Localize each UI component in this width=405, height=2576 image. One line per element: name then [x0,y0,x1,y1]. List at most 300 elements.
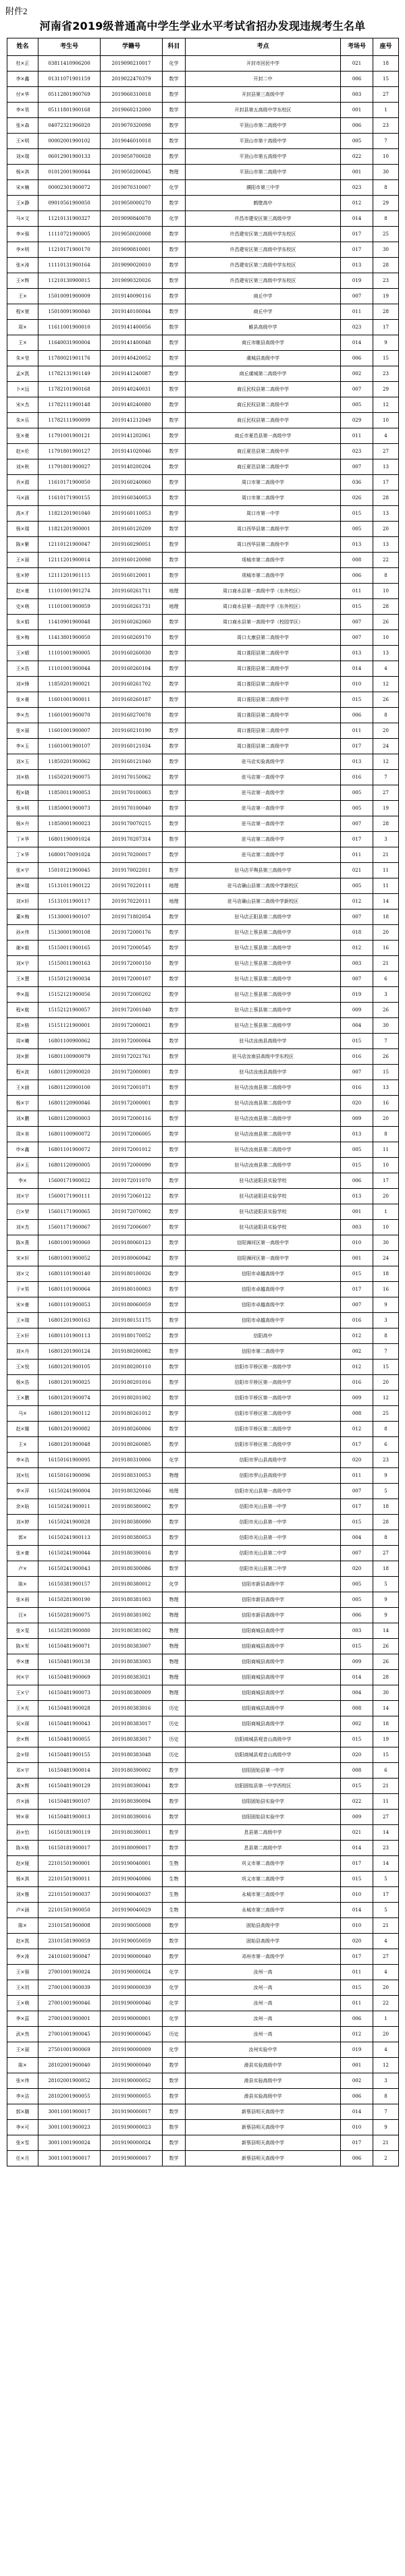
student-id-cell: 2019170200017 [101,847,163,863]
room-cell: 022 [341,1794,373,1810]
room-cell: 005 [341,134,373,149]
exam-site-cell: 信阳商城县高级中学 [186,1654,341,1670]
subject-cell: 数学 [163,553,186,568]
name-cell: 马×涵 [7,491,38,506]
exam-site-cell: 周口商水县第一高级中学（东外校区） [186,584,341,599]
seat-cell: 14 [373,1856,399,1872]
table-row [7,1639,399,1654]
room-cell: 023 [341,180,373,196]
subject-cell: 数学 [163,1142,186,1158]
exam-site-cell: 息县第二高级中学 [186,1825,341,1841]
student-id-cell: 2019180381002 [101,1623,163,1639]
seat-cell: 27 [373,1546,399,1561]
room-cell: 019 [341,2042,373,2058]
name-cell: 孙×玉 [7,1158,38,1173]
name-cell: 陈× [7,2058,38,2073]
room-cell: 017 [341,1282,373,1297]
table-row [7,677,399,692]
exam-site-cell: 邓州市第一高级中学 [186,1949,341,1965]
name-cell: 周×美 [7,1127,38,1142]
room-cell: 013 [341,1189,373,1204]
exam-id-cell: 11640031900004 [38,335,101,351]
room-cell: 017 [341,1949,373,1965]
exam-site-cell: 平顶山市第二高级中学 [186,118,341,134]
subject-cell: 数学 [163,1530,186,1546]
room-cell: 005 [341,878,373,894]
room-cell: 003 [341,87,373,103]
subject-cell: 数学 [163,522,186,537]
exam-site-cell: 平顶山市第五高级中学 [186,149,341,165]
seat-cell: 23 [373,1841,399,1856]
table-row [7,242,399,258]
subject-cell: 数学 [163,1003,186,1018]
name-cell: 王×瑞 [7,1313,38,1328]
room-cell: 002 [341,1344,373,1360]
name-cell: 李×萍 [7,1484,38,1499]
exam-id-cell: 16150241900043 [38,1561,101,1577]
subject-cell: 数学 [163,770,186,785]
seat-cell: 24 [373,1251,399,1266]
student-id-cell: 2019160261711 [101,584,163,599]
room-cell: 009 [341,1003,373,1018]
room-cell: 017 [341,227,373,242]
room-cell: 026 [341,491,373,506]
room-cell: 014 [341,1670,373,1685]
table-row [7,475,399,491]
table-row [7,1096,399,1111]
exam-site-cell: 周口淮阳县第二高级中学 [186,692,341,708]
name-cell: 刘×鹏 [7,1111,38,1127]
room-cell: 006 [341,2011,373,2027]
exam-site-cell: 滑县实验高级中学 [186,2073,341,2089]
seat-cell: 20 [373,1980,399,1996]
student-id-cell: 2019160261702 [101,677,163,692]
exam-site-cell: 汝州一高 [186,1980,341,1996]
exam-site-cell: 驻马店确山县第二高级中学新校区 [186,894,341,909]
student-id-cell: 2019170220111 [101,894,163,909]
seat-cell: 17 [373,475,399,491]
room-cell: 020 [341,1096,373,1111]
room-cell: 012 [341,1422,373,1437]
room-cell: 010 [341,2120,373,2135]
student-id-cell: 2019050020008 [101,227,163,242]
seat-cell: 13 [373,506,399,522]
seat-cell: 6 [373,1763,399,1779]
student-id-cell: 2019190000040 [101,1949,163,1965]
seat-cell: 18 [373,1499,399,1515]
exam-id-cell: 16150481900043 [38,1716,101,1732]
seat-cell: 4 [373,1965,399,1980]
subject-cell: 数学 [163,1391,186,1406]
name-cell: 王×悦 [7,1360,38,1375]
table-row [7,708,399,723]
exam-site-cell: 信阳市新县高级中学 [186,1592,341,1608]
seat-cell: 11 [373,878,399,894]
room-cell: 015 [341,692,373,708]
exam-site-cell: 商丘中学 [186,289,341,304]
room-cell: 010 [341,1887,373,1903]
student-id-cell: 2019180383017 [101,1732,163,1747]
student-id-cell: 2019160240060 [101,475,163,491]
exam-id-cell: 16150481900069 [38,1670,101,1685]
name-cell: 王× [7,289,38,304]
name-cell: 陈×燕 [7,1235,38,1251]
room-cell: 003 [341,1623,373,1639]
room-cell: 007 [341,972,373,987]
name-cell: 杨×瑞 [7,522,38,537]
table-row [7,1732,399,1747]
name-cell: 杨×卉 [7,816,38,832]
name-cell: 马× [7,1406,38,1422]
exam-site-cell: 驻马店上蔡县第二高级中学 [186,1003,341,1018]
name-cell: 张×明 [7,801,38,816]
subject-cell: 数学 [163,847,186,863]
room-cell: 011 [341,304,373,320]
student-id-cell: 2019160120209 [101,522,163,537]
seat-cell: 30 [373,1235,399,1251]
subject-cell: 数学 [163,1375,186,1391]
seat-cell: 9 [373,1297,399,1313]
student-id-cell: 2019160120011 [101,568,163,584]
name-cell: 王×萌 [7,1996,38,2011]
seat-cell: 9 [373,1592,399,1608]
exam-site-cell: 周口淮阳县第二高级中学 [186,739,341,754]
table-row [7,692,399,708]
exam-site-cell: 信阳商城县高级中学 [186,1670,341,1685]
room-cell: 001 [341,2058,373,2073]
seat-cell: 23 [373,118,399,134]
seat-cell: 5 [373,1903,399,1918]
exam-site-cell: 驻马店泌阳县实验学校 [186,1220,341,1235]
table-row [7,1453,399,1468]
exam-id-cell: 28102001900052 [38,2073,101,2089]
room-cell: 001 [341,103,373,118]
exam-site-cell: 信阳市平桥区第二高级中学 [186,1406,341,1422]
exam-site-cell: 汝州一高 [186,1996,341,2011]
room-cell: 007 [341,1546,373,1561]
table-row [7,1235,399,1251]
subject-cell: 数学 [163,801,186,816]
student-id-cell: 2019190000017 [101,2104,163,2120]
seat-cell: 9 [373,2120,399,2135]
table-row [7,909,399,925]
exam-site-cell: 信阳市光山县第一中学 [186,1530,341,1546]
name-cell: 赵×凯 [7,1934,38,1949]
exam-site-cell: 信阳浉河区第一高级中学 [186,1235,341,1251]
exam-id-cell: 06012901900133 [38,149,101,165]
subject-cell: 数学 [163,2120,186,2135]
room-cell: 018 [341,925,373,941]
student-id-cell: 2019180310006 [101,1453,163,1468]
room-cell: 007 [341,816,373,832]
room-cell: 008 [341,1406,373,1422]
exam-site-cell: 信阳市平桥区第一高级中学 [186,1360,341,1375]
student-id-cell: 2019190000045 [101,2027,163,2042]
exam-site-cell: 永城市第三高级中学 [186,1903,341,1918]
seat-cell: 18 [373,56,399,72]
table-row [7,2027,399,2042]
subject-cell: 化学 [163,56,186,72]
name-cell: 金×铎 [7,1747,38,1763]
room-cell: 006 [341,1608,373,1623]
subject-cell: 数学 [163,2058,186,2073]
exam-id-cell: 11101001901274 [38,584,101,599]
student-id-cell: 2019190000023 [101,2120,163,2135]
room-cell: 021 [341,56,373,72]
name-cell: 杨×宇 [7,1096,38,1111]
table-row [7,491,399,506]
exam-site-cell: 商丘中学 [186,304,341,320]
room-cell: 001 [341,165,373,180]
subject-cell: 数学 [163,925,186,941]
seat-cell: 30 [373,165,399,180]
exam-site-cell: 信阳高中 [186,1328,341,1344]
student-id-cell: 2019160260104 [101,661,163,677]
subject-cell: 物理 [163,1670,186,1685]
seat-cell: 9 [373,1468,399,1484]
student-id-cell: 2019170022011 [101,863,163,878]
exam-id-cell: 11850011900053 [38,785,101,801]
exam-id-cell: 22101501900050 [38,1903,101,1918]
student-id-cell: 2019160260030 [101,646,163,661]
exam-site-cell: 周口淮阳县第二高级中学 [186,661,341,677]
exam-id-cell: 30011001900017 [38,2104,101,2120]
seat-cell: 9 [373,1608,399,1623]
student-id-cell: 2019141400056 [101,320,163,335]
seat-cell: 12 [373,754,399,770]
exam-site-cell: 信阳市光山县第二中学 [186,1546,341,1561]
exam-id-cell: 15150121900034 [38,972,101,987]
exam-id-cell: 16150481900071 [38,1639,101,1654]
exam-id-cell: 16801190091024 [38,832,101,847]
table-row [7,1142,399,1158]
table-row [7,1127,399,1142]
exam-id-cell: 16801100900062 [38,1034,101,1049]
table-row [7,2151,399,2166]
seat-cell: 15 [373,1065,399,1080]
exam-site-cell: 汝州一高 [186,2011,341,2027]
student-id-cell: 2019180390016 [101,1810,163,1825]
student-id-cell: 2019140240031 [101,382,163,397]
document-title: 河南省2019级普通高中学生学业水平考试省招办发现违规考生名单 [39,20,366,32]
exam-id-cell: 16801120900005 [38,1158,101,1173]
exam-id-cell: 22101501900011 [38,1872,101,1887]
table-row [7,2058,399,2073]
exam-site-cell: 巩义市第二高级中学 [186,1872,341,1887]
seat-cell: 28 [373,491,399,506]
student-id-cell: 2019170207314 [101,832,163,847]
name-cell: 付×华 [7,87,38,103]
subject-cell: 数学 [163,1158,186,1173]
student-id-cell: 2019172000090 [101,1158,163,1173]
table-row [7,1515,399,1530]
subject-cell: 数学 [163,1189,186,1204]
name-cell: 张×雯 [7,1623,38,1639]
exam-site-cell: 驻马店确山县第二高级中学新校区 [186,878,341,894]
exam-site-cell: 信阳市光山县第一中学 [186,1499,341,1515]
student-id-cell: 2019190040001 [101,1856,163,1872]
room-cell: 016 [341,1375,373,1391]
name-cell: 李×涛 [7,1949,38,1965]
table-row [7,289,399,304]
seat-cell: 23 [373,1453,399,1468]
student-id-cell: 2019172000545 [101,941,163,956]
name-cell: 李×康 [7,1654,38,1670]
exam-id-cell: 04072321906020 [38,118,101,134]
student-id-cell: 2019160260187 [101,692,163,708]
room-cell: 023 [341,320,373,335]
student-id-cell: 2019160290051 [101,537,163,553]
student-id-cell: 2019170070215 [101,816,163,832]
seat-cell: 27 [373,444,399,459]
exam-id-cell: 16150481900155 [38,1747,101,1763]
table-row [7,801,399,816]
exam-site-cell: 开封市回民中学 [186,56,341,72]
subject-cell: 数学 [163,1018,186,1034]
exam-site-cell: 驻马店汝南县第二高级中学 [186,1142,341,1158]
student-id-cell: 2019180380053 [101,1530,163,1546]
seat-cell: 26 [373,1003,399,1018]
student-id-cell: 2019170220111 [101,878,163,894]
name-cell: 孙×怡 [7,1825,38,1841]
exam-site-cell: 开封县第五高级中学东校区 [186,103,341,118]
name-cell: 王×浩 [7,661,38,677]
room-cell: 015 [341,1158,373,1173]
exam-id-cell: 22101501900001 [38,1856,101,1872]
room-cell: 029 [341,413,373,428]
exam-site-cell: 信阳商城县高级中学 [186,1639,341,1654]
exam-id-cell: 11780021901176 [38,351,101,366]
table-header-row [7,38,399,56]
table-row [7,816,399,832]
student-id-cell: 2019180261012 [101,1406,163,1422]
room-cell: 009 [341,1391,373,1406]
student-id-cell: 2019190050059 [101,1934,163,1949]
subject-cell: 数学 [163,459,186,475]
subject-cell: 物理 [163,1592,186,1608]
exam-site-cell: 周口市第一中学 [186,506,341,522]
subject-cell: 数学 [163,397,186,413]
student-id-cell: 2019060212000 [101,103,163,118]
name-cell: 王× [7,1437,38,1453]
seat-cell: 10 [373,1220,399,1235]
exam-site-cell: 鹤壁高中 [186,196,341,211]
exam-id-cell: 16801101900140 [38,1266,101,1282]
exam-site-cell: 许昌市建安区第三高级中学 [186,211,341,227]
name-cell: 刘×轩 [7,894,38,909]
exam-site-cell: 新蔡县明天高级中学 [186,2104,341,2120]
exam-site-cell: 周口西华县第二高级中学 [186,522,341,537]
name-cell: 张×梅 [7,630,38,646]
table-row [7,165,399,180]
table-row [7,506,399,522]
name-cell: 张×森 [7,118,38,134]
exam-site-cell: 商丘民权县第二高级中学 [186,397,341,413]
seat-cell: 22 [373,1996,399,2011]
exam-id-cell: 22101501900037 [38,1887,101,1903]
table-row [7,1189,399,1204]
exam-id-cell: 11782111900099 [38,413,101,428]
room-cell: 015 [341,506,373,522]
subject-cell: 数学 [163,1096,186,1111]
room-cell: 012 [341,1328,373,1344]
table-row [7,941,399,956]
seat-cell: 26 [373,1639,399,1654]
subject-cell: 化学 [163,2042,186,2058]
student-id-cell: 2019060310018 [101,87,163,103]
seat-cell: 8 [373,1530,399,1546]
table-row [7,227,399,242]
room-cell: 019 [341,273,373,289]
exam-site-cell: 驻马店上蔡县第二高级中学 [186,987,341,1003]
seat-cell: 8 [373,1422,399,1437]
exam-id-cell: 15601171900065 [38,1204,101,1220]
student-id-cell: 2019180380002 [101,1499,163,1515]
exam-id-cell: 11601001900011 [38,692,101,708]
exam-id-cell: 00002301900072 [38,180,101,196]
exam-id-cell: 15130001900108 [38,925,101,941]
exam-id-cell: 16150241900004 [38,1484,101,1499]
exam-id-cell: 16150281900080 [38,1623,101,1639]
exam-id-cell: 16801120900020 [38,1065,101,1080]
student-id-cell: 2019172000107 [101,972,163,987]
student-id-cell: 2019050000270 [101,196,163,211]
table-row [7,428,399,444]
exam-site-cell: 信阳市罗山县高级中学 [186,1453,341,1468]
name-cell: 程×波 [7,1065,38,1080]
table-row [7,180,399,196]
seat-cell: 12 [373,677,399,692]
exam-site-cell: 永城市第三高级中学 [186,1887,341,1903]
subject-cell: 化学 [163,1577,186,1592]
student-id-cell: 2019190000052 [101,2073,163,2089]
seat-cell: 3 [373,832,399,847]
seat-cell: 20 [373,723,399,739]
exam-site-cell: 信阳市卓越高级中学 [186,1282,341,1297]
subject-cell: 历史 [163,1747,186,1763]
exam-site-cell: 汝州一高 [186,2027,341,2042]
table-row [7,1592,399,1608]
exam-site-cell: 信阳市平桥区第二高级中学 [186,1422,341,1437]
seat-cell: 30 [373,242,399,258]
student-id-cell: 2019170100003 [101,785,163,801]
student-id-cell: 2019180383007 [101,1639,163,1654]
seat-cell: 4 [373,1934,399,1949]
name-cell: 李×玉 [7,739,38,754]
exam-site-cell: 许昌建安区第三高级中学东校区 [186,273,341,289]
name-cell: 申×鑫 [7,1142,38,1158]
table-row [7,1282,399,1297]
subject-cell: 数学 [163,909,186,925]
room-cell: 015 [341,1266,373,1282]
exam-id-cell: 16801101900053 [38,1297,101,1313]
seat-cell: 10 [373,630,399,646]
student-id-cell: 2019046010018 [101,134,163,149]
exam-id-cell: 28102001900040 [38,2058,101,2073]
exam-id-cell: 16150241900113 [38,1530,101,1546]
exam-id-cell: 16150161900096 [38,1468,101,1484]
name-cell: 赵×伦 [7,444,38,459]
exam-id-cell: 11791801900127 [38,444,101,459]
seat-cell: 3 [373,987,399,1003]
room-cell: 007 [341,1484,373,1499]
seat-cell: 8 [373,1127,399,1142]
student-id-cell: 2019180100026 [101,1266,163,1282]
table-row [7,615,399,630]
exam-site-cell: 信阳固始县实验中学 [186,1810,341,1825]
student-id-cell: 2019160120098 [101,553,163,568]
student-id-cell: 2019141212049 [101,413,163,428]
